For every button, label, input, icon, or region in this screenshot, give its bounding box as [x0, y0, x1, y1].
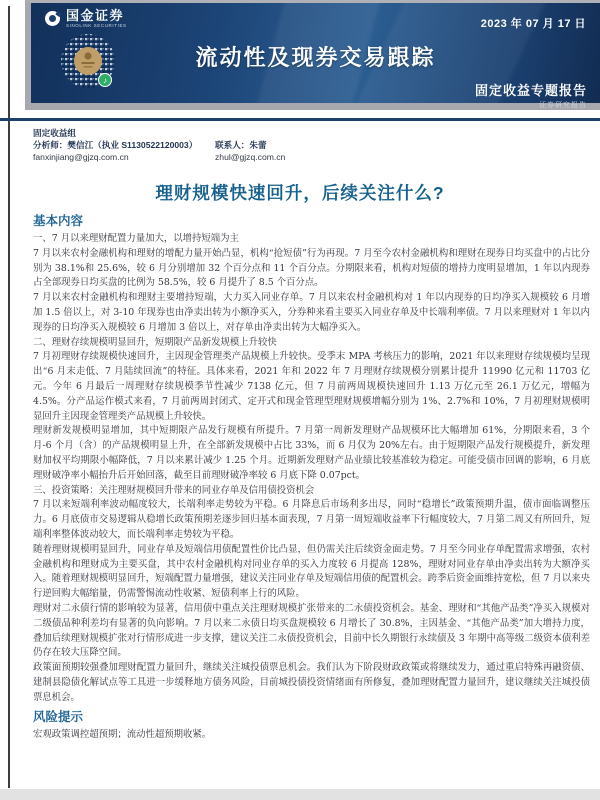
paragraph: 随着理财规模明显回升，同业存单及短端信用债配置性价比凸显，但仍需关注后续资金面走势。7 月至今同业存单配置需求增强，农村金融机构和理财成为主要买盘，其中农村金融机构对同业存单的买入力度较 6 月提高 128%，理财对同业存单由净卖出转为大额净买入。随着理财规模明显回升，短端配置力量增强，建议关注同业存单及短端信用债的配置机会。跨季后资金面维持宽松，但 7 月以来央行逆回购大幅缩量，仍需警惕流动性收紧、短债利率上行的风险。 — [33, 543, 590, 600]
sinolink-ring-icon — [45, 11, 60, 26]
header-divider-rule — [0, 118, 600, 121]
analyst-email: fanxinjiang@gjzq.com.cn — [33, 152, 129, 162]
paragraph: 理财对二永债行情的影响较为显著，信用债中重点关注理财规模扩张带来的二永债投资机会。基金、理财和“其他产品类”净买入规模对二级债品种利差均有显著的负向影响。7 月以来二永债日均买盘规模较 6 月增长了 30.8%，主因基金、“其他产品类”加大增持力度，叠加后续理财规模扩张对行情形成进一步支撑，建议关注二永债投资机会，目前中长久期银行永续债及 3 年期中高等级二级资本债利差仍存在较大压降空间。 — [33, 602, 590, 659]
banner-title: 流动性及现券交易跟踪 — [195, 45, 436, 70]
report-type: 固定收益专题报告 — [474, 83, 587, 98]
page-title: 理财规模快速回升，后续关注什么? — [155, 183, 445, 203]
subhead-1: 一、7 月以来理财配置力量加大，以增持短端为主 — [33, 233, 239, 244]
main-content — [33, 211, 590, 742]
report-category: 证券研究报告 — [539, 102, 587, 109]
logo-name-en: SINOLINK SECURITIES — [66, 23, 127, 28]
subhead-3: 三、投资策略：关注理财规模回升带来的同业存单及信用债投资机会 — [33, 484, 315, 496]
logo-name-cn: 国金证券 — [66, 8, 125, 23]
paragraph: 政策面预期较强叠加理财配置力量回升，继续关注城投债票息机会。我们认为下阶段财政政策或将继续发力，通过重启特殊再融资债、建制县隐债化解试点等工具进一步缓释地方债务风险，目前城投债投资情绪面有所修复，叠加理财配置力量回升，建议继续关注城投债票息机会。 — [33, 662, 590, 703]
analyst-line: 分析师：樊信江（执业 S1130522120003） — [33, 140, 198, 150]
risk-text: 宏观政策调控超预期；流动性超预期收紧。 — [33, 728, 212, 740]
analyst-block — [33, 127, 285, 163]
brand-logo — [45, 9, 127, 29]
svg-text:♪: ♪ — [103, 76, 107, 85]
page-bottom-edge — [0, 789, 600, 800]
risk-heading: 风险提示 — [33, 709, 84, 724]
contact-email: zhul@gjzq.com.cn — [215, 152, 286, 162]
paragraph: 7 月以来农村金融机构和理财的增配力量开始凸显，机构“抢短债”行为再现。7 月至今农村金融机构和理财在现券日均买盘中的占比分别为 38.1%和 25.6%，较 6 月分别增加 32 个百分点和 11 个百分点。分期限来看，机构对短债的增持力度明显增加，1 年以内现券占全部现券日均买盘的比例为 58.5%，较 6 月提升了 8.5 个百分点。 — [33, 247, 590, 289]
paragraph: 7 月初理财存续规模快速回升，主因现金管理类产品规模上升较快。受季末 MPA 考核压力的影响，2021 年以来理财存续规模均呈现出“6 月末走低、7 月陆续回流”的特征。具体来看，2021 年和 2022 年 7 月理财存续规模分别累计提升 11990 亿元和 11703 亿元。今年 6 月最后一周理财存续规模季节性减少 7138 亿元，但 7 月前两周规模快速回升 1.13 万亿元至 26.1 万亿元，增幅为 4.5%。分产品运作模式来看，7 月前两周封闭式、定开式和现金管理型理财规模增幅分别为 1%、2.7%和 10%，7 月初理财规模明显回升主因现金管理类产品规模上升较快。 — [33, 351, 590, 422]
section-heading-main: 基本内容 — [33, 214, 84, 228]
paragraph: 7 月以来农村金融机构和理财主要增持短端，大力买入同业存单。7 月以来农村金融机构对 1 年以内现券的日均净买入规模较 6 月增加 1.5 倍以上，对 3-10 年现券也由净卖出转为小额净买入，分券种来看主要买入同业存单及中长端利率债。7 月以来理财对 1 年以内现券的日均净买入规模较 6 月增加 3 倍以上，对存单由净卖出转为大幅净买入。 — [33, 292, 590, 333]
circular-qr-stamp — [60, 33, 118, 91]
contact-line: 联系人：朱蕾 — [215, 140, 267, 150]
stamp-center — [74, 47, 102, 75]
paragraph: 7 月以来短端利率波动幅度较大，长端利率走势较为平稳。6 月降息后市场利多出尽，同时“稳增长”政策预期升温，债市面临调整压力。6 月底债市交易逻辑从稳增长政策预期差逐步回归基本面表现，7 月第一周短端收益率下行幅度较大，7 月第二周又有所回升，短端利率整体波动较大，而长端利率走势较为平稳。 — [33, 499, 590, 540]
paragraph: 理财新发规模明显增加，其中短期限产品发行规模有所提升。7 月第一周新发理财产品规模环比大幅增加 61%，分期限来看，3 个月-6 个月（含）的产品规模明显上升，在全部新发规模中占比 33%，而 6 月仅为 20%左右。由于短期限产品发行规模提升，新发理财加权平均期限小幅降低，7 月以来累计减少 1.25 个月。近期新发理财产品业绩比较基准较为稳定。可能受债市回调的影响，6 月底理财破净率小幅抬升后开始回落，截至目前理财破净率较 6 月底下降 0.07pct。 — [33, 425, 590, 481]
header-banner — [25, 0, 600, 110]
page-edge-line — [8, 6, 10, 788]
subhead-2: 二、理财存续规模明显回升，短期限产品新发规模上升较快 — [33, 336, 277, 348]
report-date: 2023 年 07 月 17 日 — [480, 18, 586, 30]
team-name: 固定收益组 — [33, 128, 76, 138]
report-type-block — [475, 83, 587, 110]
